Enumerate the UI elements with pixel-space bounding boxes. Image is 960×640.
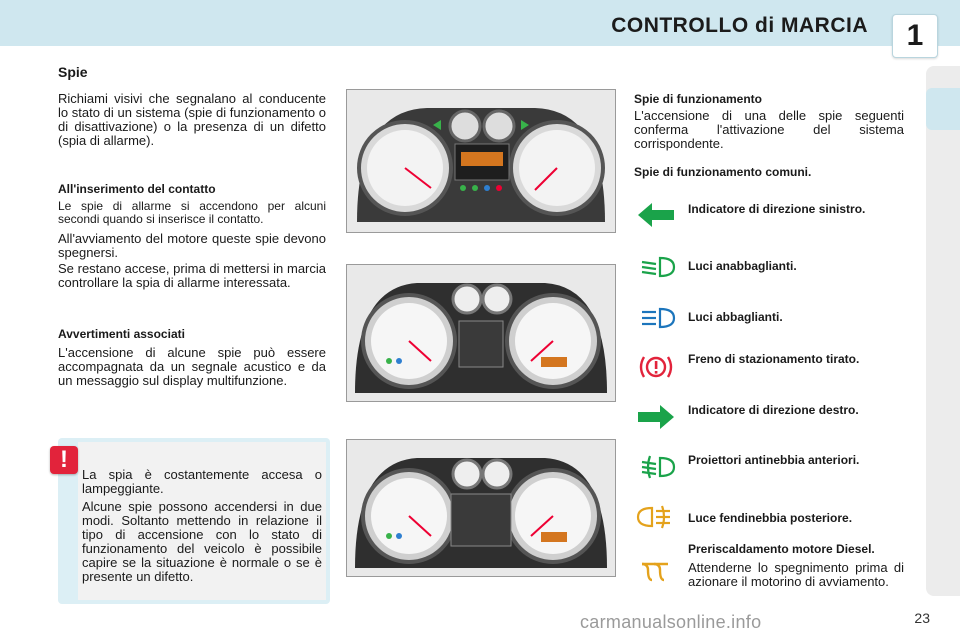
indicator-label-low-beam: Luci anabbaglianti. [688, 259, 797, 273]
page-title: CONTROLLO di MARCIA [611, 14, 868, 37]
indicator-label-parking-brake: Freno di stazionamento tirato. [688, 352, 860, 366]
indicator-label-left-turn: Indicatore di direzione sinistro. [688, 202, 866, 216]
func-title: Spie di funzionamento [634, 92, 762, 106]
rear-fog-icon [634, 502, 678, 532]
func-paragraph: L'accensione di una delle spie seguenti conferma l'attivazione del sistema corrispondente. [634, 108, 904, 151]
right-arrow-icon [634, 402, 678, 432]
chapter-sidebar-active-tab [926, 88, 960, 130]
section-title: Spie [58, 64, 88, 80]
indicator-label-right-turn: Indicatore di direzione destro. [688, 403, 859, 417]
indicator-label-high-beam: Luci abbaglianti. [688, 310, 783, 324]
watermark: carmanualsonline.info [580, 612, 762, 632]
diesel-title: Preriscaldamento motore Diesel. [688, 542, 875, 556]
glow-plug-icon [634, 558, 678, 588]
intro-paragraph: Richiami visivi che segnalano al conducente lo stato di un sistema (spie di funzionamento o di disattivazione) o la presenza di un difetto (spia di allarme). [58, 91, 326, 148]
diesel-paragraph: Attenderne lo spegnimento prima di azionare il motorino di avviamento. [688, 560, 904, 589]
contact-title: All'inserimento del contatto [58, 182, 216, 196]
warnings-title: Avvertimenti associati [58, 327, 185, 341]
instrument-cluster-image-2 [346, 264, 616, 402]
contact-paragraph-3: Se restano accese, prima di mettersi in marcia controllare la spia di allarme interessata. [58, 261, 326, 290]
chapter-number: 1 [892, 14, 938, 58]
contact-paragraph-1: Le spie di allarme si accendono per alcuni secondi quando si inserisce il contatto. [58, 199, 326, 226]
warning-note-paragraph-2: Alcune spie possono accendersi in due modi. Soltanto mettendo in relazione il tipo di accensione con lo stato di funzionamento del veicolo è possibile capire se la situazione è normale o se è presente un difetto. [82, 499, 322, 584]
exclamation-warning-icon: ! [50, 446, 78, 474]
indicator-label-front-fog: Proiettori antinebbia anteriori. [688, 453, 860, 467]
instrument-cluster-image-3 [346, 439, 616, 577]
indicator-label-rear-fog: Luce fendinebbia posteriore. [688, 511, 853, 525]
warnings-paragraph: L'accensione di alcune spie può essere accompagnata da un segnale acustico e da un messaggio sul display multifunzione. [58, 345, 326, 388]
common-title: Spie di funzionamento comuni. [634, 165, 812, 179]
page-header [0, 0, 960, 46]
high-beam-icon [634, 303, 678, 333]
page-number: 23 [914, 610, 930, 626]
warning-note-paragraph-1: La spia è costantemente accesa o lampeggiante. [82, 467, 322, 496]
parking-brake-icon [634, 352, 678, 382]
chapter-sidebar [926, 66, 960, 596]
instrument-cluster-image-1 [346, 89, 616, 233]
low-beam-icon [634, 252, 678, 282]
contact-paragraph-2: All'avviamento del motore queste spie devono spegnersi. [58, 231, 326, 260]
left-arrow-icon [634, 200, 678, 230]
front-fog-icon [634, 452, 678, 482]
